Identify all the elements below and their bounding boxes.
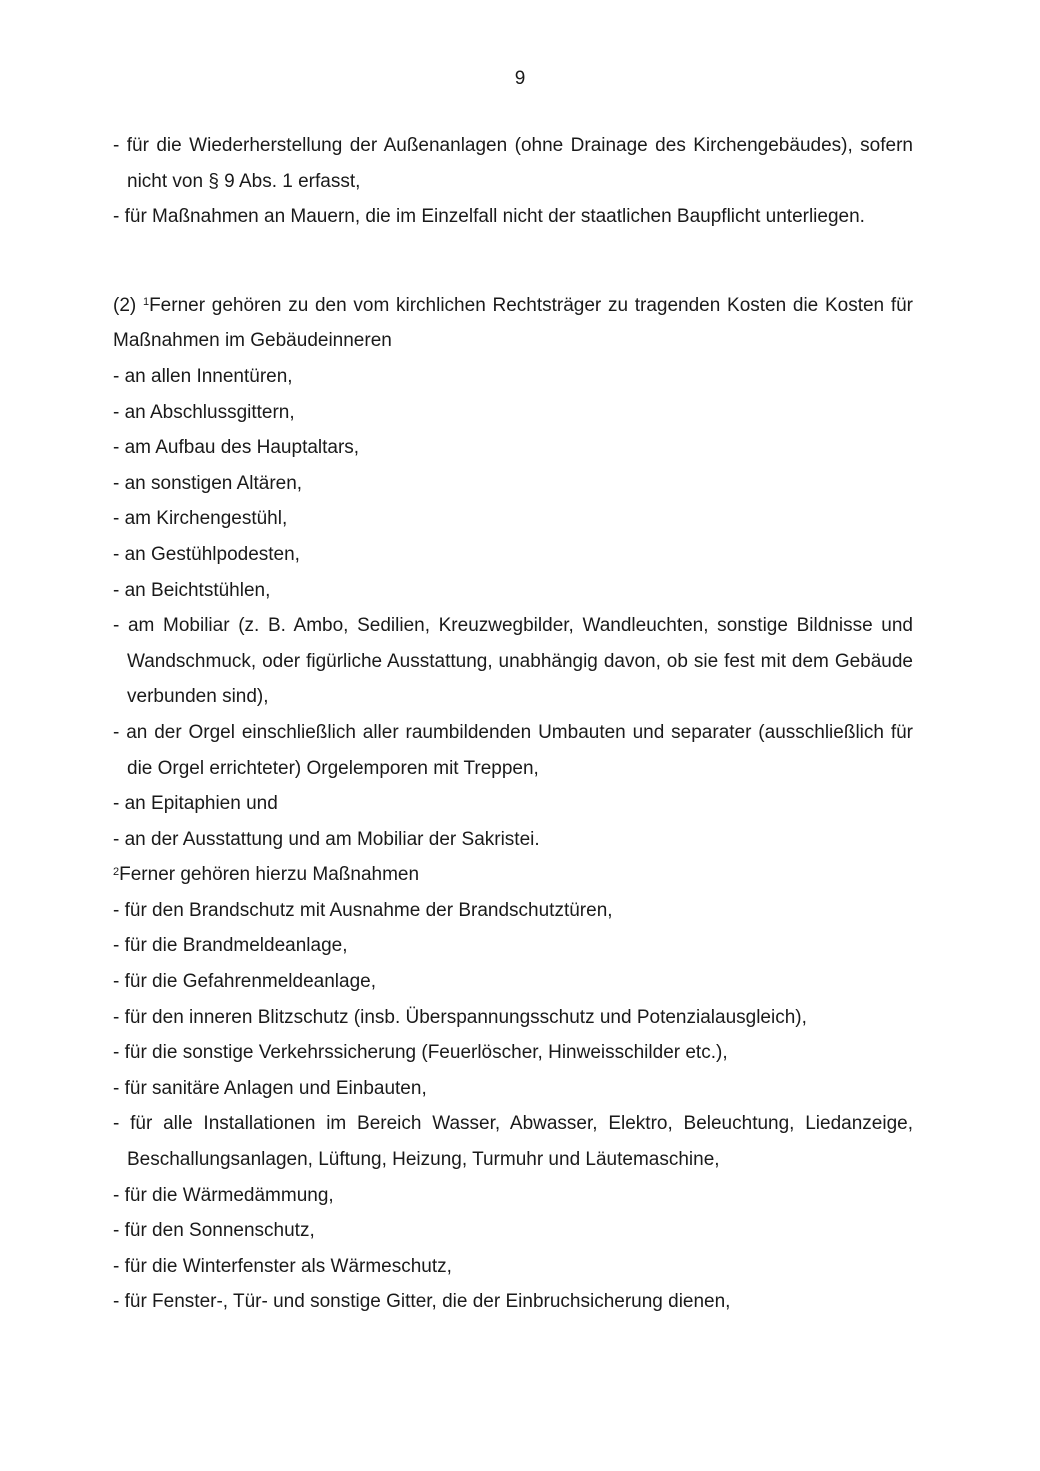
list-item: - für sanitäre Anlagen und Einbauten,	[113, 1077, 427, 1099]
list-item: - für Maßnahmen an Mauern, die im Einzelfall nicht der staatlichen Baupflicht unterliegen.	[113, 206, 865, 228]
list-item: - für den Brandschutz mit Ausnahme der Brandschutztüren,	[113, 899, 613, 921]
list-item: - für Fenster-, Tür- und sonstige Gitter, die der Einbruchsicherung dienen,	[113, 1291, 731, 1313]
section-2-sentence-2	[113, 857, 913, 893]
list-item: - für die Wärmedämmung,	[113, 1184, 334, 1206]
list-item: - für die Gefahrenmeldeanlage,	[113, 971, 376, 993]
list-item: - für die Wiederherstellung der Außenanlagen (ohne Drainage des Kirchengebäudes), sofern nicht von § 9 Abs. 1 erfasst,	[113, 135, 913, 192]
section-2-intro-text: Ferner gehören zu den vom kirchlichen Rechtsträger zu tragenden Kosten die Kosten für Maßnahmen im Gebäudeinneren	[113, 294, 913, 352]
list-item: - für alle Installationen im Bereich Wasser, Abwasser, Elektro, Beleuchtung, Liedanzeige, Beschallungsanlagen, Lüftung, Heizung, Turmuhr und Läutemaschine,	[113, 1113, 913, 1171]
list-item: - für den inneren Blitzschutz (insb. Überspannungsschutz und Potenzialausgleich),	[113, 1006, 807, 1028]
section-2-intro	[113, 288, 913, 359]
list-item: - am Mobiliar (z. B. Ambo, Sedilien, Kreuzwegbilder, Wandleuchten, sonstige Bildnisse und Wandschmuck, oder figürliche Ausstattung, unabhängig davon, ob sie fest mit dem Gebäude verbunden sind),	[113, 615, 913, 708]
list-item: - an der Ausstattung und am Mobiliar der Sakristei.	[113, 828, 540, 850]
list-item: - für die Brandmeldeanlage,	[113, 935, 348, 957]
sentence-2-text: Ferner gehören hierzu Maßnahmen	[119, 864, 420, 886]
sentence-number: 2	[113, 865, 120, 878]
page-number: 9	[514, 68, 526, 89]
sentence-number: 1	[142, 296, 150, 309]
list-item: - an Gestühlpodesten,	[113, 543, 300, 565]
list-item: - für die Winterfenster als Wärmeschutz,	[113, 1255, 452, 1277]
list-item: - für die sonstige Verkehrssicherung (Feuerlöscher, Hinweisschilder etc.),	[113, 1042, 728, 1064]
paragraph-gap	[113, 235, 913, 288]
section-label: (2)	[113, 294, 137, 316]
list-item: - für den Sonnenschutz,	[113, 1220, 315, 1242]
list-item: - am Aufbau des Hauptaltars,	[113, 437, 360, 459]
list-item: - an Epitaphien und	[113, 793, 278, 815]
list-item: - an Beichtstühlen,	[113, 579, 271, 601]
list-item: - an Abschlussgittern,	[113, 401, 295, 423]
list-item: - am Kirchengestühl,	[113, 508, 288, 530]
list-item: - an der Orgel einschließlich aller raumbildenden Umbauten und separater (ausschließlich für die Orgel errichteter) Orgelemporen mit Treppen,	[113, 721, 913, 779]
list-item: - an allen Innentüren,	[113, 365, 293, 387]
list-item: - an sonstigen Altären,	[113, 472, 303, 494]
document-body	[113, 128, 913, 1320]
